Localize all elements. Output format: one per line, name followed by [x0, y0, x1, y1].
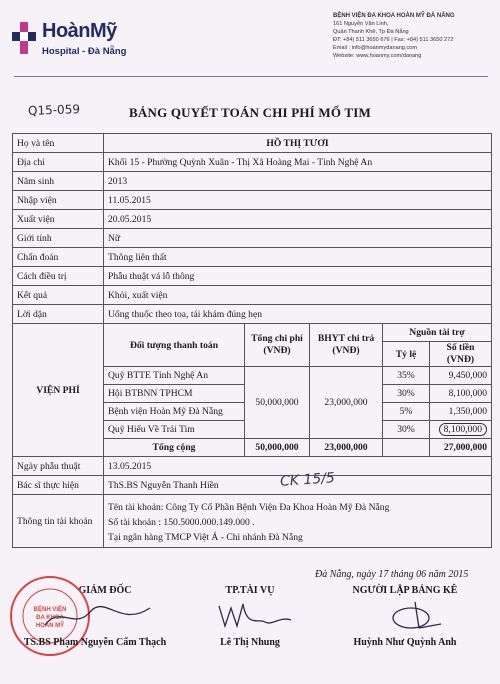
- sponsor-header: Nguồn tài trợ: [383, 324, 492, 342]
- treatment-value: Phẫu thuật vá lỗ thông: [104, 267, 492, 286]
- diagnosis-value: Thông liên thất: [104, 248, 492, 267]
- hospital-contact: [333, 12, 498, 60]
- sign-date: Đà Nẵng, ngày 17 tháng 06 năm 2015: [315, 569, 469, 580]
- maker-signature: [385, 598, 445, 634]
- svg-text:BỆNH VIỆN: BỆNH VIỆN: [33, 607, 67, 613]
- maker-name: Huỳnh Như Quỳnh Anh: [353, 637, 457, 648]
- row-doctor: [13, 476, 492, 495]
- account-label: Thông tin tài khoản: [13, 495, 104, 548]
- advice-value: Uống thuốc theo toa, tái khám đúng hẹn: [104, 305, 492, 324]
- discharge-label: Xuất viện: [13, 210, 104, 229]
- row-name: [13, 134, 492, 153]
- rate-1: 35%: [383, 367, 430, 385]
- settlement-table: [12, 133, 492, 548]
- fees-cell: [104, 324, 492, 457]
- account-name: Tên tài khoản: Công Ty Cổ Phần Bệnh Viện Đa Khoa Hoàn Mỹ Đà Nẵng: [108, 501, 390, 513]
- row-advice: [13, 305, 492, 324]
- payer-3: Bệnh viện Hoàn Mỹ Đà Nẵng: [104, 403, 245, 421]
- website: Website: www.hoanmy.com/danang: [333, 53, 422, 59]
- svg-text:ĐA KHOA: ĐA KHOA: [36, 615, 64, 621]
- sum-total: 50,000,000: [245, 439, 310, 457]
- total-cost: 50,000,000: [245, 367, 310, 439]
- doctor-name: ThS.BS Nguyễn Thanh Hiền: [104, 476, 492, 495]
- total-header: Tổng chi phí (VNĐ): [245, 324, 310, 367]
- cross-logo-icon: [12, 18, 36, 58]
- surgery-date-label: Ngày phẫu thuật: [13, 457, 104, 476]
- result-label: Kết quả: [13, 286, 104, 305]
- row-discharge: [13, 210, 492, 229]
- sum-label: Tổng cộng: [104, 439, 245, 457]
- rate-2: 30%: [383, 385, 430, 403]
- hospital-logo: [12, 18, 162, 68]
- fee-sum-row: [104, 439, 491, 457]
- diagnosis-label: Chẩn đoán: [13, 248, 104, 267]
- admit-label: Nhập viện: [13, 191, 104, 210]
- svg-text:HOÀN MỸ: HOÀN MỸ: [35, 623, 65, 629]
- gender-value: Nữ: [104, 229, 492, 248]
- row-admit: [13, 191, 492, 210]
- bhyt-header: BHYT chi trả (VNĐ): [310, 324, 383, 367]
- fees-table: [104, 324, 491, 456]
- name-label: Họ và tên: [13, 134, 104, 153]
- row-account: [13, 495, 492, 548]
- birth-year: 2013: [104, 172, 492, 191]
- header-divider: [14, 76, 488, 77]
- amount-header: Số tiền (VNĐ): [430, 342, 492, 367]
- fee-row: [104, 367, 491, 385]
- patient-address: Khối 15 - Phường Quỳnh Xuân - Thị Xã Hoàng Mai - Tỉnh Nghệ An: [104, 153, 492, 172]
- fees-label: VIỆN PHÍ: [13, 324, 104, 457]
- bank-name: Tại ngân hàng TMCP Việt Á - Chi nhánh Đà Nẵng: [108, 531, 303, 543]
- address-line-1: 161 Nguyễn Văn Linh,: [333, 21, 389, 27]
- maker-title: NGƯỜI LẬP BẢNG KÊ: [352, 585, 458, 596]
- handwritten-note: CK 15/5: [279, 470, 336, 490]
- finance-signature: [215, 598, 295, 634]
- row-gender: [13, 229, 492, 248]
- patient-name: HỒ THỊ TƯƠI: [104, 134, 492, 153]
- row-fees: [13, 324, 492, 457]
- sum-bhyt: 23,000,000: [310, 439, 383, 457]
- rate-4: 30%: [383, 421, 430, 439]
- email: Email : info@hoanmydanang.com: [333, 45, 418, 51]
- rate-3: 5%: [383, 403, 430, 421]
- gender-label: Giới tính: [13, 229, 104, 248]
- payer-1: Quỹ BTTE Tỉnh Nghệ An: [104, 367, 245, 385]
- handwritten-code: Q15-059: [27, 102, 81, 118]
- payer-header: Đối tượng thanh toán: [104, 324, 245, 367]
- row-treatment: [13, 267, 492, 286]
- admit-date: 11.05.2015: [104, 191, 492, 210]
- hospital-name: BỆNH VIỆN ĐA KHOA HOÀN MỸ ĐÀ NẴNG: [333, 13, 455, 19]
- account-number: Số tài khoản : 150.5000.000.149.000 .: [108, 516, 255, 528]
- director-signature: [40, 600, 160, 634]
- row-result: [13, 286, 492, 305]
- row-diagnosis: [13, 248, 492, 267]
- amount-3: 1,350,000: [430, 403, 492, 421]
- discharge-date: 20.05.2015: [104, 210, 492, 229]
- row-birth: [13, 172, 492, 191]
- amount-2: 8,100,000: [430, 385, 492, 403]
- sum-amount: 27,000,000: [430, 439, 492, 457]
- letterhead: [0, 0, 500, 92]
- bhyt-paid: 23,000,000: [310, 367, 383, 439]
- rate-header: Tỷ lệ: [383, 342, 430, 367]
- logo-subtitle: Hospital - Đà Nẵng: [42, 46, 127, 57]
- address-label: Địa chỉ: [13, 153, 104, 172]
- finance-title: TP.TÀI VỤ: [225, 585, 275, 596]
- address-line-2: Quận Thanh Khê, Tp Đà Nẵng: [333, 29, 409, 35]
- director-title: GIÁM ĐỐC: [78, 585, 132, 596]
- row-address: [13, 153, 492, 172]
- advice-label: Lời dặn: [13, 305, 104, 324]
- account-info: [104, 495, 492, 548]
- birth-label: Năm sinh: [13, 172, 104, 191]
- surgery-date: 13.05.2015: [104, 457, 492, 476]
- payer-4: Quỹ Hiểu Về Trái Tim: [104, 421, 245, 439]
- payer-2: Hội BTBNN TPHCM: [104, 385, 245, 403]
- amount-4: 8,100,000: [439, 423, 487, 436]
- finance-name: Lê Thị Nhung: [220, 637, 280, 648]
- treatment-label: Cách điều trị: [13, 267, 104, 286]
- amount-1: 9,450,000: [430, 367, 492, 385]
- result-value: Khỏi, xuất viện: [104, 286, 492, 305]
- phone-fax: ĐT: +84) 511 3650 676 | Fax: +84) 511 3650 272: [333, 37, 454, 43]
- director-name: TS.BS Phạm Nguyễn Cẩm Thạch: [23, 637, 167, 648]
- logo-wordmark: HoànMỹ: [42, 20, 117, 42]
- doctor-label: Bác sĩ thực hiện: [13, 476, 104, 495]
- row-surgery-date: [13, 457, 492, 476]
- document-title: BẢNG QUYẾT TOÁN CHI PHÍ MỔ TIM: [129, 105, 371, 120]
